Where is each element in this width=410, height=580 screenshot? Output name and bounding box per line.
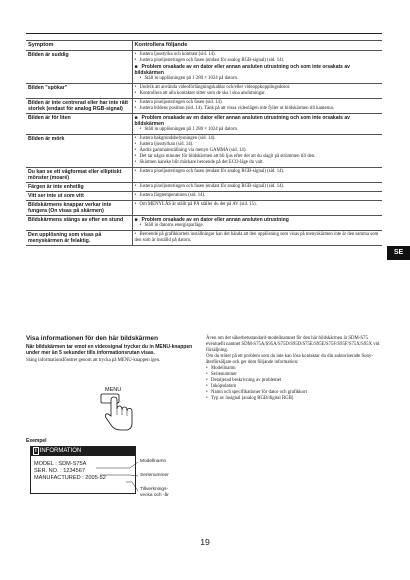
osd-model: MODEL : SDM-S75A: [34, 461, 87, 467]
symptom-cell: Vitt ser inte ut som vitt: [26, 192, 132, 201]
callout-serial: Serienummer: [140, 473, 169, 478]
symptom-cell: Bilden är suddig: [26, 51, 132, 84]
fix-bullet: • Justera bildens position (sid. 14). Tänk på att vissa videolägen inte fyller ut bildskärmen till kanterna.: [135, 106, 381, 112]
symptom-cell: Den upplösning som visas på menyskärmen är felaktig.: [26, 231, 132, 246]
required-info-item: • Detaljerad beskrivning av problemet: [206, 378, 384, 384]
fix-bullet: • Skärmen kanske blir mörkare beroende på det ECO-läge du valt.: [135, 160, 381, 166]
osd-serial: SER. NO. : 1234567: [34, 468, 85, 474]
info-icon: i: [35, 448, 37, 454]
fix-bullet: • Beroende på grafikkortets inställningar kan det hända att den upplösning som visas på menyskärmen inte är den samma som den som är inställd på datorn.: [135, 232, 381, 244]
osd-manufactured: MANUFACTURED : 2005-52: [34, 475, 106, 481]
info-heading: Visa informationen för den här bildskärmen: [26, 335, 158, 342]
required-info-item: • Modellnamn: [206, 366, 384, 372]
fix-bullet: • Ändra gammainställning via menyn GAMMA (sid. 14).: [135, 148, 381, 154]
callout-line-mfg-tail: [132, 482, 138, 491]
page-number: 19: [200, 537, 210, 547]
info-lead: När bildskärmen tar emot en videosignal trycker du in MENU-knappen under mer än 5 sekunder tills informationsrutan visas.: [26, 344, 193, 357]
callout-line-model-tail: [130, 462, 138, 468]
required-info-item: • Typ av insignal (analog RGB/digital RGB): [206, 396, 384, 402]
fix-bullet: • Justera pixeljusteringen och fasen (sid. 14).: [135, 100, 381, 106]
fix-bullet: • Justera färgtemperaturen (sid. 14).: [135, 193, 381, 199]
menu-button-label: MENU: [105, 387, 122, 393]
fix-bullet: • Justera ljusstyrka och kontrast (sid. 14).: [135, 52, 381, 58]
symptom-cell: Bildskärmens knappar verkar inte fungera (On visas på skärmen): [26, 201, 132, 216]
symptom-cell: Bilden "spökar": [26, 84, 132, 99]
symptom-column-header: Symptom: [26, 41, 132, 51]
example-label: Exempel: [26, 438, 47, 444]
fix-bullet: • Kontrollera att alla kontakter sitter som de ska i sina anslutningar.: [135, 91, 381, 97]
problem-heading: ■ Problem orsakade av en dator eller annan ansluten utrustning och som inte orsakats av bildskärmen: [135, 115, 381, 127]
callout-line-serial-tail: [130, 475, 138, 476]
fix-bullet: • Det tar några minuter för bildskärmen att bli ljus efter det att du slagit på strömmen till den.: [135, 154, 381, 160]
required-info-list: [206, 366, 384, 402]
required-info-item: • Inköpsdatum: [206, 384, 384, 390]
symptom-cell: Bilden är för liten: [26, 114, 132, 135]
problem-heading: ■ Problem orsakade av en dator eller annan ansluten utrustning: [135, 217, 381, 223]
required-info-item: • Namn och specifikationer för dator och grafikkort: [206, 390, 384, 396]
fix-bullet: • Justera pixeljusteringen och fasen (endast för analog RGB-signal) (sid. 14).: [135, 169, 381, 175]
model-name-note: Även om det säkerhetsstandard-modellnamnet för den här bildskärmen är SDM-S75 eventuellt namnet SDM-S75A/S95A/S75D/S95D/S75E/S95E/S75F/S95F/S75X/S95X vid försäljning.: [206, 336, 380, 353]
fix-bullet: • Justera pixeljusteringen och fasen (endast för analog RGB-signal) (sid. 14).: [135, 58, 381, 64]
fix-bullet: • Undvik att använda videoförlängningskablar och/eller videoppkopplingsdosor.: [135, 85, 381, 91]
fix-bullet: • Ställ in upplösningen på 1 280 × 1024 på datorn.: [135, 76, 381, 82]
problem-heading: ■ Problem orsakade av en dator eller annan ansluten utrustning och som inte orsakats av bildskärmen: [135, 64, 381, 76]
fix-bullet: • Justera pixeljusteringen och fasen (endast för analog RGB-signal) (sid. 14).: [135, 184, 381, 190]
fix-bullet: • Justera ljusstyrkan (sid. 14).: [135, 142, 381, 148]
language-tab: SE: [387, 246, 410, 260]
fix-bullet: • Om MENYLÅS är ställt på PÅ ställer du det på AV (sid. 15).: [135, 202, 381, 208]
symptom-cell: Bilden är inte centrerad eller har inte rätt storlek (endast för analog RGB-signal): [26, 99, 132, 114]
support-info-column: [206, 336, 384, 402]
symptom-cell: Färgen är inte enhetlig: [26, 183, 132, 192]
fix-column-header: Kontrollera följande: [132, 41, 382, 51]
contact-dealer-note: Om du stöter på ett problem som du inte kan lösa kontaktar du din auktoriserade Sony-återförsäljare och ger dem följande information:: [206, 354, 373, 365]
fix-bullet: • Ställ in datorns energisparläge.: [135, 223, 381, 229]
symptom-cell: Bilden är mörk: [26, 135, 132, 168]
callout-manufacturing: Tillverknings-vecka och -år: [140, 487, 169, 498]
callout-model: Modellnamn: [140, 459, 167, 464]
symptom-cell: Bildskärmens stängs av efter en stund: [26, 216, 132, 231]
required-info-item: • Serienummer: [206, 372, 384, 378]
info-note: Stäng informationsfönstret genom att trycka på MENU-knappen igen.: [26, 357, 161, 363]
symptom-cell: Du kan se ett vågformat eller elliptiskt mönster (moaré): [26, 168, 132, 183]
fix-bullet: • Ställ in upplösningen på 1 280 × 1024 på datorn.: [135, 127, 381, 133]
fix-bullet: • Justera bakgrundsbelysningen (sid. 14).: [135, 136, 381, 142]
osd-title: INFORMATION: [39, 448, 82, 454]
